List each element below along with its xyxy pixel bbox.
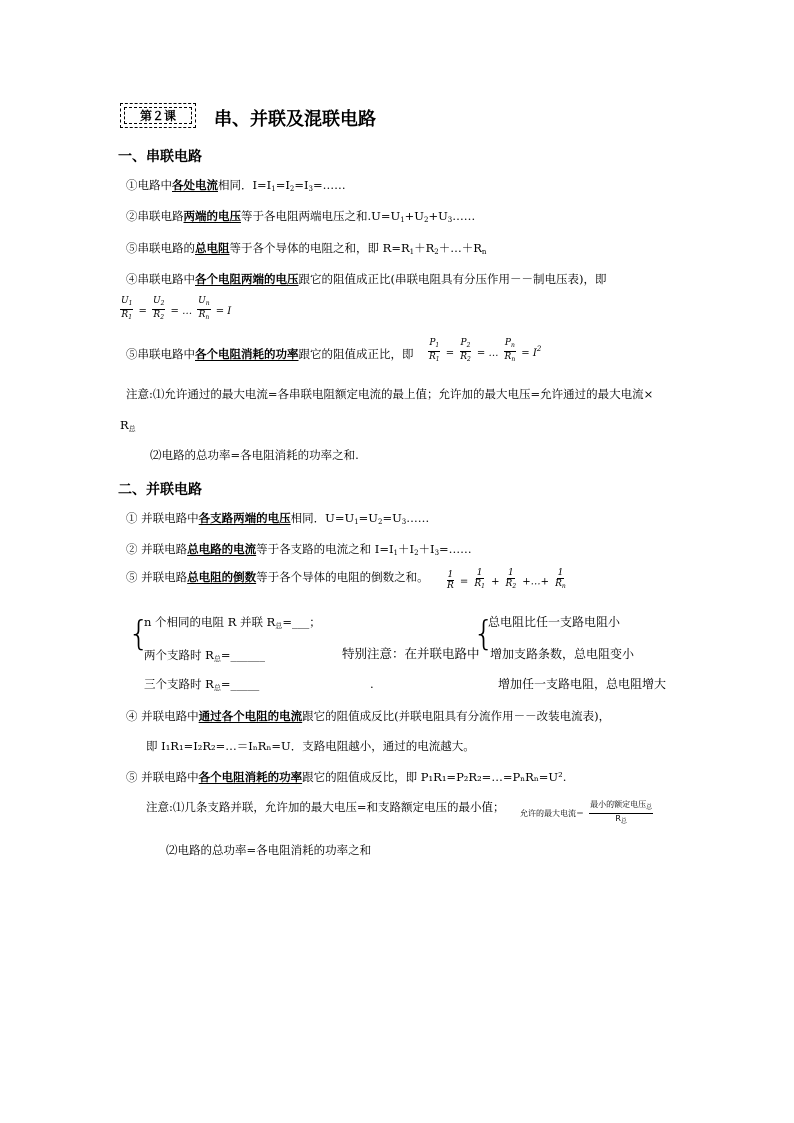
special-note: 特别注意：在并联电路中	[342, 646, 480, 661]
series-power-formula: $\frac{P_1}{R_1}$ = $\frac{P_2}{R_2}$ = … $\frac{P_n}{R_n}$ = $I^2$	[429, 338, 542, 363]
parallel-point-1: ① 并联电路中各支路两端的电压相同．$U=U_1=U_2=U_3\dots\dots$	[126, 511, 430, 526]
series-point-4: ④串联电路中各个电阻两端的电压跟它的阻值成正比(串联电阻具有分压作用－－制电压表)，即	[126, 272, 607, 286]
parallel-three-branches: 三个支路时 $R_总=\_\_\_\_\_$	[144, 677, 260, 692]
parallel-point-2: ② 并联电路总电路的电流等于各支路的电流之和 $I=I_1+I_2+I_3=\dots\dots$	[126, 542, 472, 557]
parallel-n-identical: n 个相同的电阻 R 并联 $R_总=\_\_\_$；	[144, 615, 321, 630]
lesson-badge-label: 第２课	[124, 107, 192, 124]
max-current-formula: 允许的最大电流＝ $\frac{最小的额定电压_总}{R_总}$	[520, 800, 653, 825]
series-point-1: ①电路中各处电流相同．$I=I_1=I_2=I_3=\dots\dots$	[126, 178, 346, 193]
parallel-note-2: ⑵电路的总功率=各电阻消耗的功率之和	[166, 843, 372, 857]
separator-dot: .	[370, 677, 374, 691]
parallel-point-5: ⑤ 并联电路中各个电阻消耗的功率跟它的阻值成反比，即 P₁R₁=P₂R₂=…=PₙRₙ=U².	[126, 770, 567, 784]
rule-increase-resistance: 增加任一支路电阻，总电阻增大	[498, 677, 667, 691]
series-note-1: 注意:⑴允许通过的最大电流=各串联电阻额定电流的最上值；允许加的最大电压=允许通过的最大电流×	[126, 387, 654, 401]
section-heading-series: 一、串联电路	[118, 149, 202, 165]
left-brace: {	[128, 614, 150, 654]
series-note-1-cont: $R_总$	[120, 418, 136, 433]
rule-more-branches: 增加支路条数，总电阻变小	[490, 647, 635, 661]
parallel-point-3: ⑤ 并联电路总电阻的倒数等于各个导体的电阻的倒数之和。	[126, 570, 429, 584]
page-title: 串、并联及混联电路	[214, 109, 376, 130]
right-brace: {	[473, 614, 495, 654]
series-point-5: ⑤串联电路中各个电阻消耗的功率跟它的阻值成正比，即	[126, 347, 414, 361]
lesson-badge	[120, 103, 196, 128]
series-note-2: ⑵电路的总功率=各电阻消耗的功率之和.	[150, 448, 359, 462]
series-point-3: ⑤串联电路的总电阻等于各个导体的电阻之和，即 $R=R_1+R_2+\dots+R_n$	[126, 241, 487, 256]
parallel-point-4-formula: 即 I₁R₁=I₂R₂=…＝IₙRₙ=U．支路电阻越小，通过的电流越大。	[146, 739, 475, 753]
series-point-2: ②串联电路两端的电压等于各电阻两端电压之和$.U=U_1+U_2+U_3\dots\dots$	[126, 209, 476, 224]
parallel-two-branches: 两个支路时 $R_总=\_\_\_\_\_\_$	[144, 648, 265, 663]
parallel-note-1: 注意:⑴几条支路并联，允许加的最大电压=和支路额定电压的最小值；	[146, 800, 505, 814]
rule-total-smaller: 总电阻比任一支路电阻小	[488, 615, 621, 629]
parallel-point-4: ④ 并联电路中通过各个电阻的电流跟它的阻值成反比(并联电阻具有分流作用－－改装电流表)，	[126, 709, 611, 723]
section-heading-parallel: 二、并联电路	[118, 482, 202, 498]
parallel-resistance-formula: $\frac{1}{R}$ = $\frac{1}{R_1}$ + $\frac{1}{R_2}$ +…+ $\frac{1}{R_n}$	[447, 568, 566, 591]
series-voltage-formula: $\frac{U_1}{R_1}$ = $\frac{U_2}{R_2}$ = … $\frac{U_n}{R_n}$ = I	[121, 296, 232, 321]
